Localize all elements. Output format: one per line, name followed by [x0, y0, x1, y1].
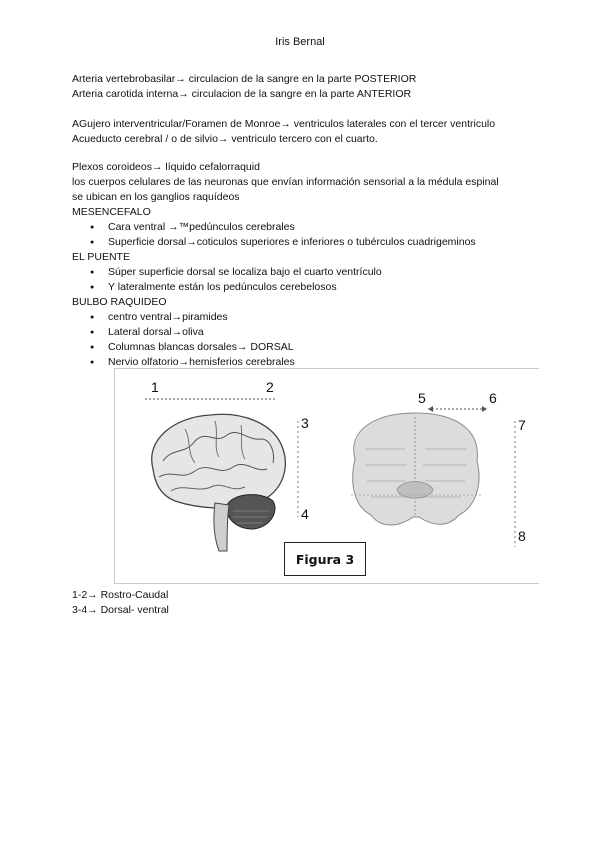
text-line: Arteria carotida interna→ circulacion de la sangre en la parte ANTERIOR [72, 88, 412, 100]
list-item: ● Y lateralmente están los pedúnculos cerebelosos [72, 280, 542, 295]
figure-label-1: 1 [151, 379, 159, 395]
mesencefalo-list [72, 220, 542, 250]
lateral-brain-view [152, 414, 286, 551]
ventricles-section [72, 117, 542, 147]
text-line: Arteria vertebrobasilar→ circulacion de la sangre en la parte POSTERIOR [72, 73, 417, 85]
section-heading-mesencefalo: MESENCEFALO [72, 206, 151, 218]
coronal-brain-view [351, 413, 481, 525]
figure-label-3: 3 [301, 415, 309, 431]
section-heading-puente: EL PUENTE [72, 251, 130, 263]
text-line: AGujero interventricular/Foramen de Monroe→ ventriculos laterales con el tercer ventriculo [72, 118, 496, 130]
list-item: ● Lateral dorsal→oliva [72, 325, 542, 340]
list-item: ● Cara ventral →™pedúnculos cerebrales [72, 220, 542, 235]
text-line: 1-2→ Rostro-Caudal [72, 589, 169, 601]
puente-list [72, 265, 542, 295]
figure-label-7: 7 [518, 417, 526, 433]
orientation-notes [72, 588, 169, 618]
figure-label-2: 2 [266, 379, 274, 395]
list-item: ● Súper superficie dorsal se localiza bajo el cuarto ventrículo [72, 265, 542, 280]
section-heading-bulbo: BULBO RAQUIDEO [72, 296, 167, 308]
author-header: Iris Bernal [275, 36, 325, 48]
text-line: Acueducto cerebral / o de silvio→ ventriculo tercero con el cuarto. [72, 133, 378, 145]
text-line: 3-4→ Dorsal- ventral [72, 604, 169, 616]
figure-label-4: 4 [301, 506, 309, 522]
brain-figure [114, 368, 539, 584]
text-line: Plexos coroideos→ líquido cefalorraquid [72, 161, 260, 173]
list-item: ● Nervio olfatorio→hemisferios cerebrales [72, 355, 542, 370]
text-line: los cuerpos celulares de las neuronas que envían información sensorial a la médula espinal [72, 176, 499, 188]
list-item: ● Columnas blancas dorsales→ DORSAL [72, 340, 542, 355]
bulbo-list [72, 310, 542, 370]
text-line: se ubican en los ganglios raquídeos [72, 191, 240, 203]
list-item: ● centro ventral→piramides [72, 310, 542, 325]
arteries-section [72, 72, 542, 102]
figure-caption: Figura 3 [284, 542, 366, 576]
notes-section [72, 160, 542, 370]
figure-label-6: 6 [489, 390, 497, 406]
figure-label-5: 5 [418, 390, 426, 406]
figure-label-8: 8 [518, 528, 526, 544]
list-item: ● Superficie dorsal→coticulos superiores e inferiores o tubérculos cuadrigeminos [72, 235, 542, 250]
